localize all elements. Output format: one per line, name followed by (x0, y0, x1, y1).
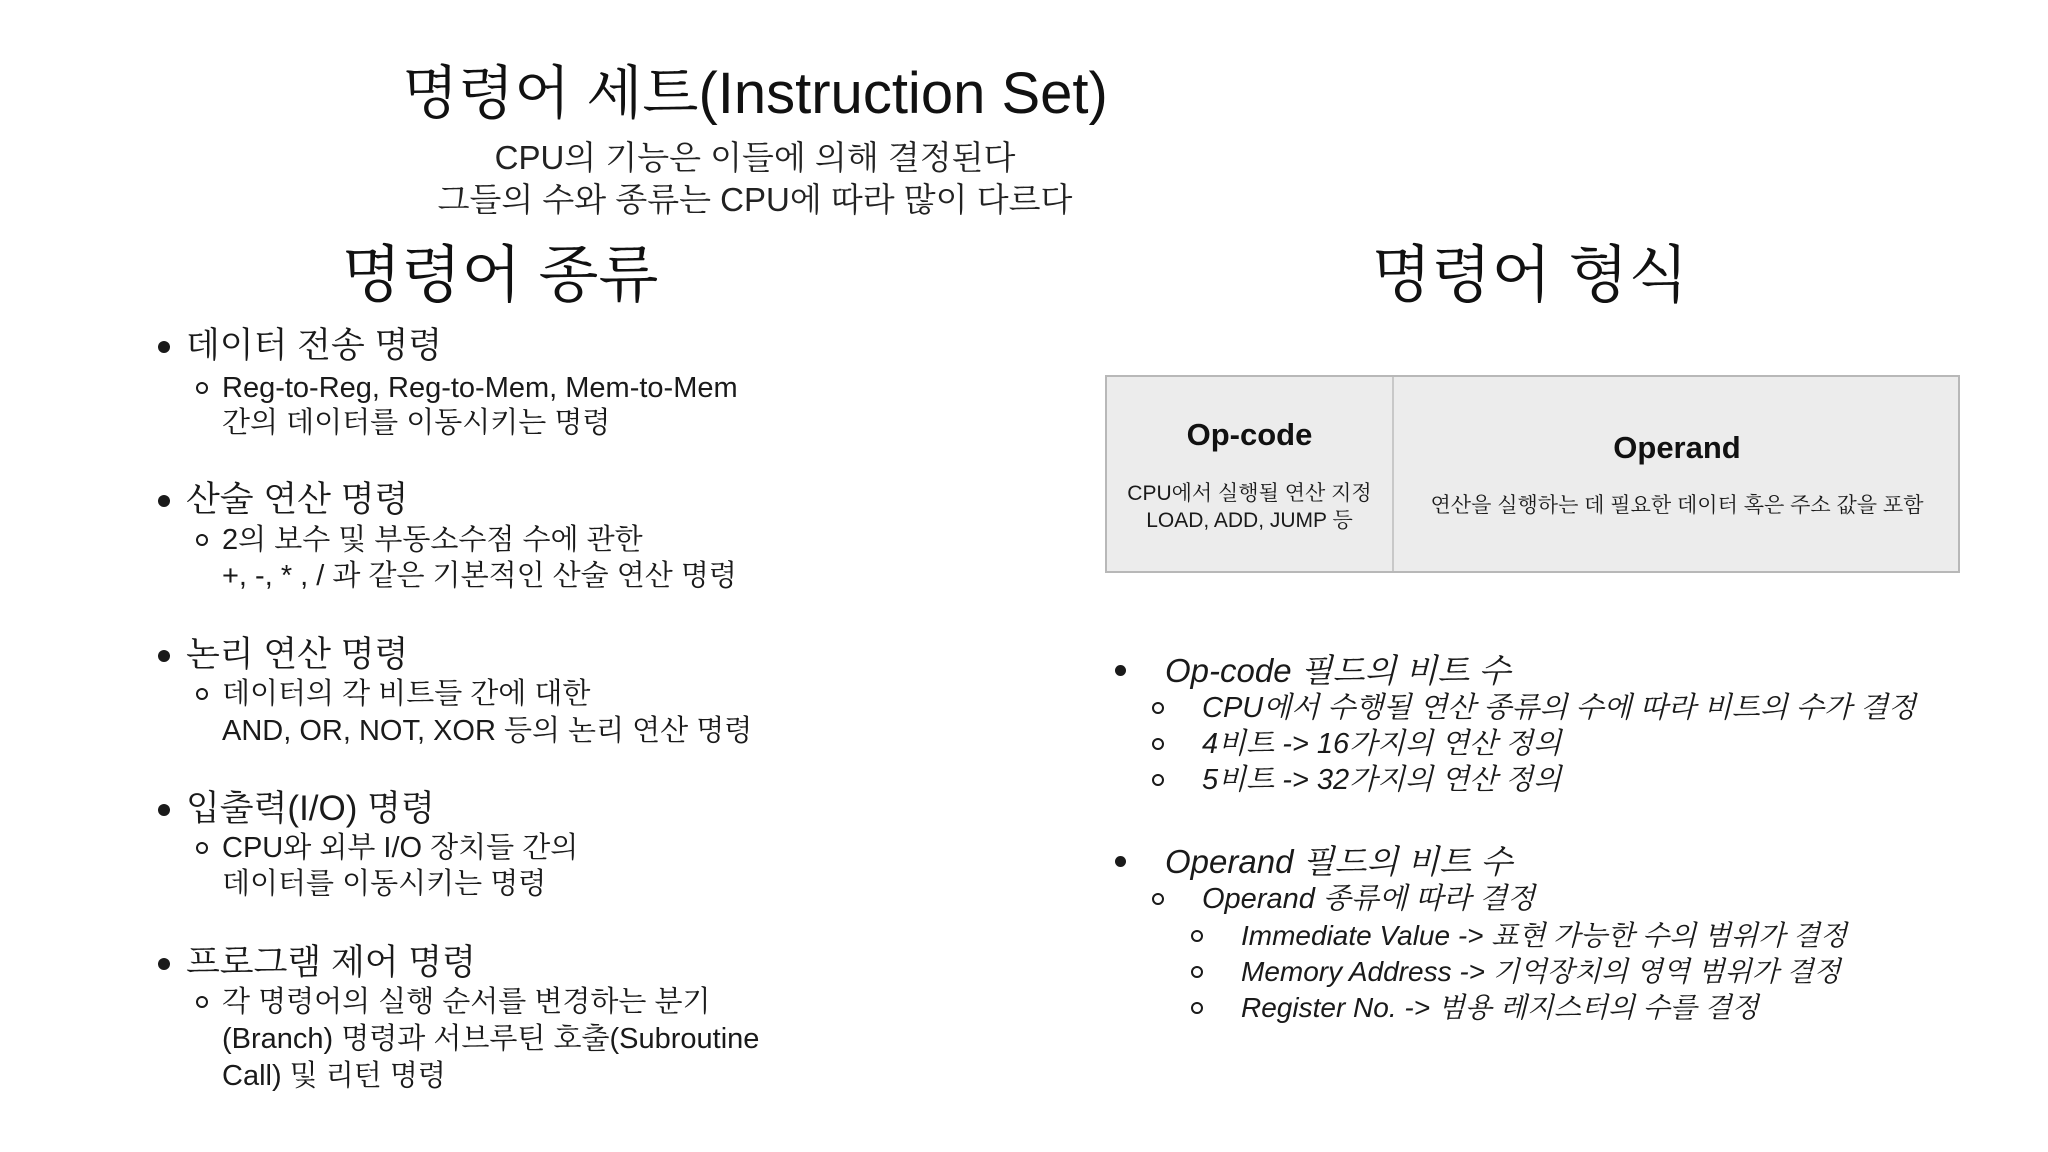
instruction-format-diagram (1105, 375, 1960, 573)
sub-item-text: 데이터의 각 비트들 간에 대한 (222, 678, 591, 710)
bullet-dot-icon (158, 495, 170, 507)
list-sub-item (1202, 881, 1535, 917)
sub-item-text: Reg-to-Reg, Reg-to-Mem, Mem-to-Mem (222, 372, 738, 404)
list-sub-sub-item (1241, 954, 1841, 990)
bullet-ring-icon (1152, 738, 1164, 750)
subtitle-line-1: CPU의 기능은 이들에 의해 결정된다 (494, 139, 1016, 176)
list-item (186, 477, 408, 523)
list-item (1165, 841, 1512, 883)
opcode-title: Op-code (1186, 417, 1313, 452)
list-sub-item (1202, 690, 1916, 726)
bullet-ring-icon (1191, 966, 1203, 978)
left-section-heading: 명령어 종류 (341, 241, 659, 310)
bullet-ring-icon (196, 842, 208, 854)
list-sub-item (1202, 726, 1561, 762)
list-sub-item-continued: +, -, * , / 과 같은 기본적인 산술 연산 명령 (222, 560, 737, 592)
list-item (186, 323, 442, 369)
list-item-label: 데이터 전송 명령 (186, 326, 443, 365)
list-sub-item (222, 676, 590, 713)
list-sub-item-continued: 간의 데이터를 이동시키는 명령 (222, 407, 611, 439)
bullet-dot-icon (158, 341, 170, 353)
bullet-dot-icon (1115, 856, 1126, 867)
bullet-ring-icon (196, 534, 208, 546)
sub-item-text: 5비트 -> 32가지의 연산 정의 (1202, 764, 1562, 796)
list-item (1165, 650, 1510, 692)
right-section-heading: 명령어 형식 (1371, 241, 1689, 310)
bullet-ring-icon (196, 996, 208, 1008)
list-item-label: 논리 연산 명령 (186, 635, 409, 674)
list-item (186, 786, 435, 832)
list-item-label: Operand 필드의 비트 수 (1165, 843, 1513, 880)
sub-sub-item-text: Memory Address -> 기억장치의 영역 범위가 결정 (1241, 956, 1841, 987)
list-item-label: 프로그램 제어 명령 (186, 943, 476, 982)
opcode-desc-line-1: CPU에서 실행될 연산 지정 (1127, 482, 1372, 505)
bullet-dot-icon (158, 650, 170, 662)
bullet-ring-icon (1191, 930, 1203, 942)
list-item (186, 632, 408, 678)
list-sub-item (1202, 762, 1561, 798)
sub-item-text: CPU와 외부 I/O 장치들 간의 (222, 832, 579, 864)
bullet-ring-icon (1152, 893, 1164, 905)
bullet-ring-icon (1152, 702, 1164, 714)
list-sub-item (222, 370, 738, 407)
bullet-ring-icon (196, 382, 208, 394)
sub-item-text: 4비트 -> 16가지의 연산 정의 (1202, 728, 1562, 760)
list-item-label: 산술 연산 명령 (186, 480, 409, 519)
subtitle-line-2: 그들의 수와 종류는 CPU에 따라 많이 다르다 (437, 181, 1073, 218)
list-sub-item-continued: 데이터를 이동시키는 명령 (222, 868, 547, 900)
bullet-ring-icon (196, 688, 208, 700)
sub-item-text: Operand 종류에 따라 결정 (1202, 883, 1536, 915)
list-item (186, 940, 476, 986)
list-sub-item-continued: (Branch) 명령과 서브루틴 호출(Subroutine (222, 1023, 760, 1055)
list-sub-sub-item (1241, 990, 1759, 1026)
bullet-ring-icon (1152, 774, 1164, 786)
list-sub-item-continued: AND, OR, NOT, XOR 등의 논리 연산 명령 (222, 715, 753, 747)
sub-item-text: CPU에서 수행될 연산 종류의 수에 따라 비트의 수가 결정 (1202, 692, 1916, 724)
operand-desc: 연산을 실행하는 데 필요한 데이터 혹은 주소 값을 포함 (1430, 494, 1924, 517)
list-sub-item-continued: Call) 및 리턴 명령 (222, 1060, 446, 1092)
list-sub-item (222, 830, 578, 867)
bullet-dot-icon (158, 958, 170, 970)
list-sub-item (222, 984, 711, 1021)
bullet-ring-icon (1191, 1002, 1203, 1014)
sub-item-text: 각 명령어의 실행 순서를 변경하는 분기 (222, 986, 711, 1018)
sub-sub-item-text: Register No. -> 범용 레지스터의 수를 결정 (1241, 992, 1759, 1023)
bullet-dot-icon (158, 804, 170, 816)
list-sub-item (222, 522, 643, 559)
operand-title: Operand (1613, 430, 1741, 465)
sub-sub-item-text: Immediate Value -> 표현 가능한 수의 범위가 결정 (1241, 920, 1847, 951)
list-item-label: 입출력(I/O) 명령 (186, 789, 435, 828)
bullet-dot-icon (1115, 665, 1126, 676)
field-divider (1392, 377, 1394, 571)
sub-item-text: 2의 보수 및 부동소수점 수에 관한 (222, 524, 643, 556)
list-item-label: Op-code 필드의 비트 수 (1165, 652, 1511, 689)
slide-title: 명령어 세트(Instruction Set) (402, 61, 1108, 126)
list-sub-sub-item (1241, 918, 1847, 954)
opcode-desc-line-2: LOAD, ADD, JUMP 등 (1146, 509, 1353, 532)
